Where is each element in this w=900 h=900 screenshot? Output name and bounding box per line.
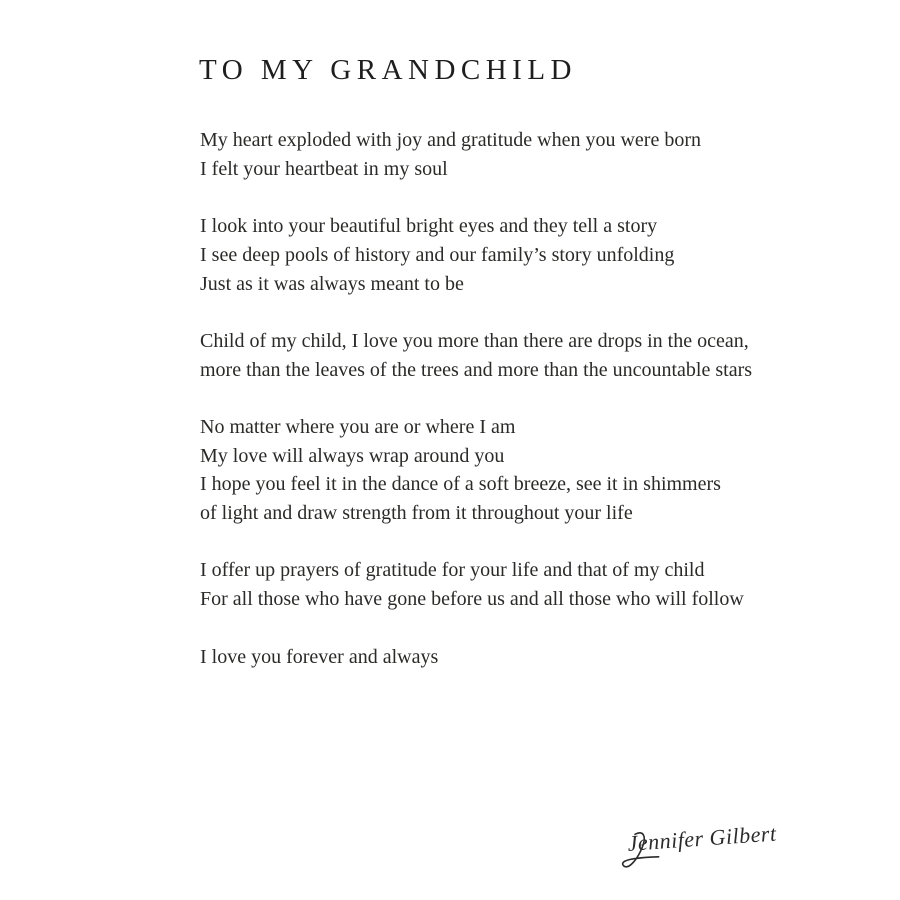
stanza [200,556,780,613]
stanza [200,212,780,298]
poem-line: Just as it was always meant to be [200,272,464,295]
stanza [200,643,780,672]
page-title: TO MY GRANDCHILD [199,54,577,87]
poem-line: I offer up prayers of gratitude for your life and that of my child [200,559,705,582]
poem-line: I see deep pools of history and our family’s story unfolding [200,243,675,266]
poem-line: No matter where you are or where I am [200,415,516,438]
poem-line: of light and draw strength from it throughout your life [200,502,633,525]
poem-line: I felt your heartbeat in my soul [200,157,448,180]
stanza [200,126,780,183]
poem-line: I look into your beautiful bright eyes and they tell a story [200,215,658,238]
poem-line: My love will always wrap around you [200,444,505,467]
poem-line: Child of my child, I love you more than there are drops in the ocean, [200,329,749,352]
poem-line: more than the leaves of the trees and more than the uncountable stars [200,358,753,381]
signature [616,810,780,881]
poem-line: For all those who have gone before us and all those who will follow [200,588,744,611]
signature-name: Jennifer Gilbert [626,820,778,856]
poem [200,126,780,671]
poem-line: I hope you feel it in the dance of a soft breeze, see it in shimmers [200,473,721,496]
poem-line: I love you forever and always [200,645,439,668]
stanza [200,327,780,384]
stanza [200,413,780,528]
poem-line: My heart exploded with joy and gratitude when you were born [200,129,701,151]
